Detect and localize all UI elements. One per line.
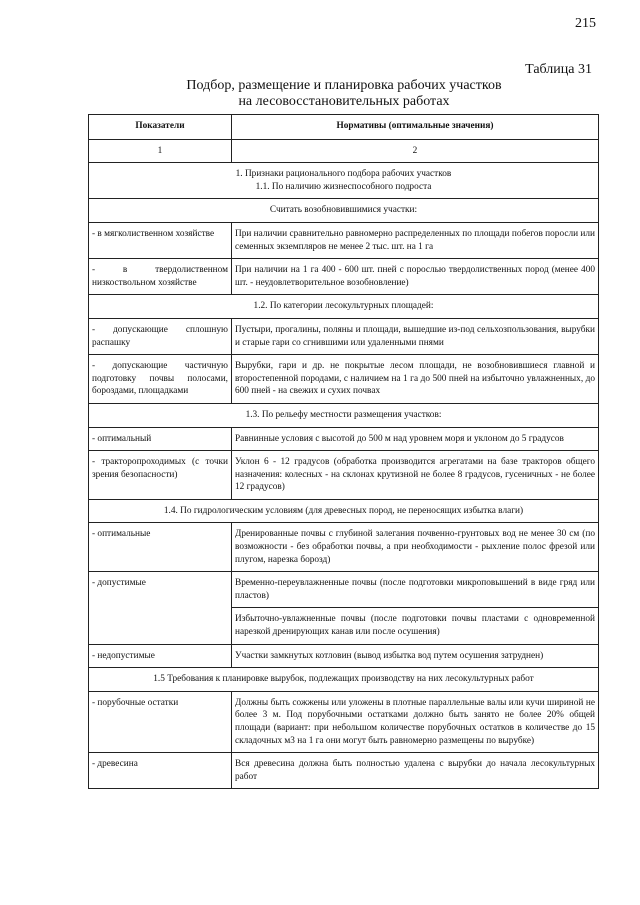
section-heading-1-line-1: 1. Признаки рационального подбора рабочих участков bbox=[235, 169, 452, 180]
table-row bbox=[89, 753, 599, 789]
indicator-cell: - оптимальные bbox=[89, 523, 232, 572]
section-heading-row bbox=[89, 295, 599, 319]
table-row bbox=[89, 427, 599, 451]
column-number-2: 2 bbox=[232, 139, 599, 163]
norm-cell: Уклон 6 - 12 градусов (обработка производится агрегатами на базе тракторов общего назначения: колесных - на склонах крутизной не более 8 градусов, гусеничных - не более 12 градусов) bbox=[232, 451, 599, 500]
table-row bbox=[89, 259, 599, 295]
table-row bbox=[89, 572, 599, 608]
indicator-cell: - допускающие частичную подготовку почвы полосами, бороздами, площадками bbox=[89, 355, 232, 404]
norms-table bbox=[88, 114, 599, 789]
table-title bbox=[88, 78, 600, 110]
norm-cell: Участки замкнутых котловин (вывод избытка вод путем осушения затруднен) bbox=[232, 644, 599, 668]
section-heading-row bbox=[89, 403, 599, 427]
indicator-cell: - допускающие сплошную распашку bbox=[89, 318, 232, 354]
table-row bbox=[89, 222, 599, 258]
indicator-cell: - в твердолиственном низкоствольном хозяйстве bbox=[89, 259, 232, 295]
title-line-1: Подбор, размещение и планировка рабочих участков bbox=[186, 78, 502, 93]
indicator-cell: - допустимые bbox=[89, 572, 232, 644]
norm-cell: Должны быть сожжены или уложены в плотные параллельные валы или кучи шириной не более 3 м. Под порубочными остатками должно быть занято не более 20% общей площади (вариант: при небольшом количестве порубочных остатков в количестве до 15 складочных м3 на 1 га они могут быть равномерно размещены по вырубке) bbox=[232, 691, 599, 752]
table-row bbox=[89, 451, 599, 500]
indicator-cell: - тракторопроходимых (с точки зрения безопасности) bbox=[89, 451, 232, 500]
section-heading-row bbox=[89, 499, 599, 523]
norm-cell: Вся древесина должна быть полностью удалена с вырубки до начала лесокультурных работ bbox=[232, 753, 599, 789]
header-norms: Нормативы (оптимальные значения) bbox=[232, 115, 599, 140]
norm-cell: Временно-переувлажненные почвы (после подготовки микроповышений в виде гряд или пластов) bbox=[232, 572, 599, 608]
section-heading-1-5: 1.5 Требования к планировке вырубок, подлежащих производству на них лесокультурных работ bbox=[89, 668, 599, 692]
header-indicators: Показатели bbox=[89, 115, 232, 140]
indicator-cell: - в мягколиственном хозяйстве bbox=[89, 222, 232, 258]
section-heading-row bbox=[89, 163, 599, 199]
indicator-cell: - оптимальный bbox=[89, 427, 232, 451]
indicator-cell: - древесина bbox=[89, 753, 232, 789]
table-label: Таблица 31 bbox=[525, 62, 592, 77]
section-heading-1-4: 1.4. По гидрологическим условиям (для древесных пород, не переносящих избытка влаги) bbox=[89, 499, 599, 523]
section-heading-1-line-2: 1.1. По наличию жизнеспособного подроста bbox=[255, 181, 432, 192]
norm-cell: При наличии сравнительно равномерно распределенных по площади побегов поросли или семенных экземпляров не менее 2 тыс. шт. на 1 га bbox=[232, 222, 599, 258]
norm-cell: Вырубки, гари и др. не покрытые лесом площади, не возобновившиеся главной и второстепенной породами, с наличием на 1 га до 500 пней на избыточно увлажненных, до 600 пней - на свежих и сухих почвах bbox=[232, 355, 599, 404]
section-heading-1-3: 1.3. По рельефу местности размещения участков: bbox=[89, 403, 599, 427]
table-row bbox=[89, 523, 599, 572]
section-heading-1 bbox=[89, 163, 599, 199]
norm-cell: Равнинные условия с высотой до 500 м над уровнем моря и уклоном до 5 градусов bbox=[232, 427, 599, 451]
indicator-cell: - недопустимые bbox=[89, 644, 232, 668]
table-row bbox=[89, 691, 599, 752]
norm-cell: Пустыри, прогалины, поляны и площади, вышедшие из-под сельхозпользования, вырубки и старые гари со сгнившими или удаленными пнями bbox=[232, 318, 599, 354]
table-row bbox=[89, 318, 599, 354]
page-number: 215 bbox=[575, 16, 596, 31]
norm-cell: При наличии на 1 га 400 - 600 шт. пней с порослью твердолиственных пород (менее 400 шт. - неудовлетворительное возобновление) bbox=[232, 259, 599, 295]
table-row bbox=[89, 644, 599, 668]
title-line-2: на лесовосстановительных работах bbox=[238, 94, 450, 109]
section-heading-1-2: 1.2. По категории лесокультурных площадей: bbox=[89, 295, 599, 319]
indicator-cell: - порубочные остатки bbox=[89, 691, 232, 752]
norm-cell: Дренированные почвы с глубиной залегания почвенно-грунтовых вод не менее 30 см (по возможности - без обработки почвы, а при необходимости - рыхление полос фрезой или плугом, нарезка борозд) bbox=[232, 523, 599, 572]
subheading-row bbox=[89, 199, 599, 223]
column-number-1: 1 bbox=[89, 139, 232, 163]
column-number-row bbox=[89, 139, 599, 163]
subheading-renewed: Считать возобновившимися участки: bbox=[89, 199, 599, 223]
table-row bbox=[89, 355, 599, 404]
norm-cell: Избыточно-увлажненные почвы (после подготовки почвы пластами с одновременной нарезкой дренирующих канав или после осушения) bbox=[232, 608, 599, 644]
header-row bbox=[89, 115, 599, 140]
section-heading-row bbox=[89, 668, 599, 692]
